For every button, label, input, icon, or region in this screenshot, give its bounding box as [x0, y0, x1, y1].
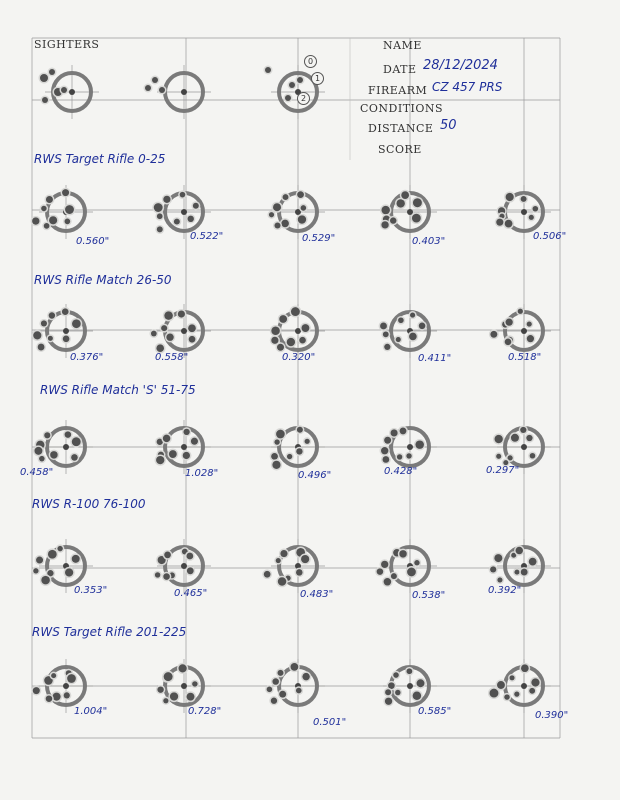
- bullet-hole: [279, 315, 287, 323]
- bullet-hole: [272, 461, 280, 469]
- bullet-hole: [401, 191, 409, 199]
- bullet-hole: [520, 427, 526, 433]
- bullet-hole: [497, 577, 502, 582]
- bullet-hole: [33, 568, 38, 573]
- bullet-hole: [397, 454, 402, 459]
- bullet-hole: [516, 547, 523, 554]
- bullet-hole: [529, 215, 534, 220]
- group-size-label: 0.428": [384, 466, 418, 477]
- bullet-hole: [164, 672, 173, 681]
- bullet-hole: [42, 97, 48, 103]
- bullet-hole: [381, 561, 388, 568]
- bullet-hole: [298, 215, 306, 223]
- bullet-hole: [415, 440, 423, 448]
- bullet-hole: [302, 673, 309, 680]
- bullet-hole: [301, 555, 309, 563]
- bullet-hole: [505, 339, 512, 346]
- bullet-hole: [274, 222, 280, 228]
- bullet-hole: [287, 454, 292, 459]
- bullet-hole: [398, 317, 404, 323]
- bullet-hole: [278, 577, 286, 585]
- bullet-hole: [188, 324, 196, 332]
- group-size-label: 0.501": [313, 717, 347, 728]
- bullet-hole: [156, 344, 164, 352]
- bullet-hole: [154, 203, 163, 212]
- sighter-mark: 0: [304, 55, 317, 68]
- bullet-hole: [384, 437, 391, 444]
- bullet-hole: [163, 435, 170, 442]
- bullet-hole: [504, 694, 509, 699]
- bullet-hole: [276, 430, 285, 439]
- bullet-hole: [180, 192, 186, 198]
- row-label: RWS Rifle Match 26-50: [34, 273, 172, 287]
- bullet-hole: [61, 87, 67, 93]
- bullet-hole: [271, 337, 278, 344]
- bullet-hole: [193, 203, 199, 209]
- bullet-hole: [183, 429, 189, 435]
- bullet-hole: [169, 450, 177, 458]
- distance-label: DISTANCE: [368, 122, 434, 135]
- group-size-label: 0.483": [300, 589, 334, 600]
- bullet-hole: [44, 432, 50, 438]
- bullet-hole: [163, 698, 168, 703]
- bullet-hole: [161, 325, 167, 331]
- group-size-label: 0.411": [418, 353, 452, 364]
- bullet-hole: [39, 456, 45, 462]
- bullet-hole: [157, 226, 163, 232]
- bullet-hole: [529, 688, 535, 694]
- bullet-hole: [391, 429, 398, 436]
- bullet-hole: [72, 319, 81, 328]
- date-label: DATE: [383, 63, 417, 76]
- bullet-hole: [490, 689, 499, 698]
- bullet-hole: [41, 576, 50, 585]
- target-bull: [521, 683, 527, 689]
- bullet-hole: [271, 698, 277, 704]
- bullet-hole: [164, 311, 173, 320]
- group-size-label: 0.496": [298, 470, 332, 481]
- bullet-hole: [46, 196, 53, 203]
- bullet-hole: [521, 664, 529, 672]
- conditions-label: CONDITIONS: [360, 102, 444, 115]
- bullet-hole: [494, 554, 502, 562]
- bullet-hole: [514, 692, 519, 697]
- group-size-label: 0.403": [412, 236, 446, 247]
- bullet-hole: [490, 331, 497, 338]
- bullet-hole: [170, 692, 178, 700]
- group-size-label: 0.392": [488, 585, 522, 596]
- bullet-hole: [505, 220, 513, 228]
- bullet-hole: [65, 568, 73, 576]
- target-bull: [69, 89, 75, 95]
- bullet-hole: [297, 427, 303, 433]
- bullet-hole: [62, 189, 69, 196]
- bullet-hole: [48, 550, 57, 559]
- bullet-hole: [65, 219, 71, 225]
- bullet-hole: [299, 337, 306, 344]
- bullet-hole: [273, 203, 281, 211]
- bullet-hole: [514, 570, 519, 575]
- bullet-hole: [381, 221, 388, 228]
- target-bull: [521, 209, 527, 215]
- target-bull: [181, 328, 187, 334]
- bullet-hole: [50, 451, 58, 459]
- bullet-hole: [46, 695, 53, 702]
- bullet-hole: [38, 344, 45, 351]
- target-bull: [181, 444, 187, 450]
- bullet-hole: [191, 438, 198, 445]
- bullet-hole: [159, 87, 165, 93]
- bullet-hole: [396, 199, 404, 207]
- bullet-hole: [395, 690, 400, 695]
- bullet-hole: [297, 77, 303, 83]
- bullet-hole: [409, 333, 417, 341]
- row-label: RWS Target Rifle 201-225: [32, 625, 187, 639]
- row-label: RWS Target Rifle 0-25: [34, 152, 166, 166]
- group-size-label: 1.004": [74, 706, 108, 717]
- bullet-hole: [391, 573, 397, 579]
- bullet-hole: [279, 691, 286, 698]
- bullet-hole: [33, 331, 41, 339]
- bullet-hole: [49, 69, 55, 75]
- bullet-hole: [527, 335, 534, 342]
- bullet-hole: [377, 568, 384, 575]
- bullet-hole: [384, 578, 392, 586]
- bullet-hole: [384, 344, 390, 350]
- bullet-hole: [187, 567, 194, 574]
- bullet-hole: [48, 336, 53, 341]
- bullet-hole: [490, 566, 496, 572]
- target-bull: [181, 209, 187, 215]
- bullet-hole: [174, 219, 180, 225]
- sighter-mark: 1: [311, 72, 324, 85]
- bullet-hole: [157, 213, 163, 219]
- bullet-hole: [63, 335, 70, 342]
- firearm-label: FIREARM: [368, 84, 428, 97]
- bullet-hole: [381, 447, 388, 454]
- bullet-hole: [412, 214, 421, 223]
- bullet-hole: [71, 454, 78, 461]
- bullet-hole: [178, 310, 185, 317]
- bullet-hole: [277, 344, 284, 351]
- bullet-hole: [407, 568, 416, 577]
- bullet-hole: [396, 337, 401, 342]
- name-label: NAME: [383, 39, 422, 52]
- bullet-hole: [53, 693, 61, 701]
- bullet-hole: [271, 453, 278, 460]
- bullet-hole: [305, 439, 310, 444]
- bullet-hole: [285, 95, 291, 101]
- bullet-hole: [264, 571, 271, 578]
- group-size-label: 0.390": [535, 710, 569, 721]
- bullet-hole: [400, 427, 407, 434]
- bullet-hole: [406, 453, 411, 458]
- bullet-hole: [269, 212, 274, 217]
- bullet-hole: [156, 456, 164, 464]
- target-bull: [63, 328, 69, 334]
- bullet-hole: [289, 82, 295, 88]
- bullet-hole: [414, 560, 419, 565]
- bullet-hole: [67, 674, 76, 683]
- bullet-hole: [494, 435, 502, 443]
- bullet-hole: [296, 569, 303, 576]
- bullet-hole: [34, 447, 42, 455]
- bullet-hole: [413, 198, 422, 207]
- sighter-mark: 2: [297, 92, 310, 105]
- bullet-hole: [151, 331, 157, 337]
- bullet-hole: [417, 679, 425, 687]
- bullet-hole: [267, 687, 273, 693]
- bullet-hole: [381, 206, 389, 214]
- bullet-hole: [49, 312, 55, 318]
- bullet-hole: [383, 456, 390, 463]
- target-bull: [407, 444, 413, 450]
- bullet-hole: [291, 307, 300, 316]
- group-size-label: 0.458": [20, 467, 54, 478]
- bullet-hole: [64, 692, 70, 698]
- bullet-hole: [155, 572, 160, 577]
- bullet-hole: [44, 223, 50, 229]
- bullet-hole: [265, 67, 271, 73]
- bullet-hole: [399, 550, 406, 557]
- bullet-hole: [518, 309, 523, 314]
- target-bull: [181, 89, 187, 95]
- bullet-hole: [271, 326, 280, 335]
- bullet-hole: [183, 452, 190, 459]
- bullet-hole: [164, 552, 171, 559]
- bullet-hole: [496, 454, 501, 459]
- bullet-hole: [287, 338, 295, 346]
- target-bull: [521, 444, 527, 450]
- bullet-hole: [72, 555, 80, 563]
- bullet-hole: [280, 550, 287, 557]
- bullet-hole: [57, 546, 62, 551]
- bullet-hole: [272, 678, 279, 685]
- bullet-hole: [274, 439, 279, 444]
- bullet-hole: [41, 320, 47, 326]
- bullet-hole: [36, 557, 43, 564]
- bullet-hole: [283, 194, 289, 200]
- bullet-hole: [72, 437, 81, 446]
- row-label: RWS Rifle Match 'S' 51-75: [40, 383, 196, 397]
- bullet-hole: [187, 693, 195, 701]
- bullet-hole: [496, 219, 503, 226]
- bullet-hole: [393, 672, 399, 678]
- distance-value: 50: [440, 118, 457, 133]
- group-size-label: 0.538": [412, 590, 446, 601]
- bullet-hole: [291, 663, 299, 671]
- group-size-label: 0.465": [174, 588, 208, 599]
- bullet-hole: [65, 431, 72, 438]
- group-size-label: 0.353": [74, 585, 108, 596]
- group-size-label: 0.728": [188, 706, 222, 717]
- bullet-hole: [281, 220, 289, 228]
- bullet-hole: [41, 206, 46, 211]
- group-size-label: 1.028": [185, 468, 219, 479]
- group-size-label: 0.320": [282, 352, 316, 363]
- bullet-hole: [506, 193, 514, 201]
- bullet-hole: [296, 688, 302, 694]
- bullet-hole: [527, 322, 532, 327]
- target-bull: [181, 563, 187, 569]
- bullet-hole: [188, 216, 194, 222]
- group-size-label: 0.558": [155, 352, 189, 363]
- date-value: 28/12/2024: [423, 58, 498, 73]
- bullet-hole: [297, 191, 304, 198]
- bullet-hole: [390, 217, 396, 223]
- bullet-hole: [192, 681, 197, 686]
- bullet-hole: [410, 313, 415, 318]
- bullet-hole: [385, 698, 392, 705]
- bullet-hole: [497, 681, 505, 689]
- bullet-hole: [419, 323, 426, 330]
- target-bull: [181, 683, 187, 689]
- bullet-hole: [301, 324, 309, 332]
- bullet-hole: [533, 206, 539, 212]
- target-bull: [407, 683, 413, 689]
- bullet-hole: [152, 77, 158, 83]
- bullet-hole: [145, 85, 151, 91]
- group-size-label: 0.560": [76, 236, 110, 247]
- group-size-label: 0.529": [302, 233, 336, 244]
- score-label: SCORE: [378, 143, 422, 156]
- bullet-hole: [526, 435, 532, 441]
- bullet-hole: [383, 331, 389, 337]
- bullet-hole: [49, 216, 57, 224]
- bullet-hole: [510, 675, 515, 680]
- bullet-hole: [521, 196, 527, 202]
- bullet-hole: [296, 448, 302, 454]
- bullet-hole: [511, 434, 519, 442]
- bullet-hole: [40, 74, 48, 82]
- target-bull: [63, 444, 69, 450]
- bullet-hole: [65, 205, 74, 214]
- bullet-hole: [413, 691, 421, 699]
- bullet-hole: [163, 196, 170, 203]
- bullet-hole: [506, 319, 513, 326]
- group-size-label: 0.376": [70, 352, 104, 363]
- bullet-hole: [530, 453, 536, 459]
- group-size-label: 0.506": [533, 231, 567, 242]
- bullet-hole: [157, 686, 163, 692]
- bullet-hole: [276, 558, 281, 563]
- bullet-hole: [529, 558, 537, 566]
- bullet-hole: [32, 217, 39, 224]
- bullet-hole: [521, 569, 528, 576]
- bullet-hole: [33, 687, 40, 694]
- firearm-value: CZ 457 PRS: [432, 80, 503, 94]
- bullet-hole: [51, 673, 56, 678]
- bullet-hole: [531, 678, 539, 686]
- group-size-label: 0.518": [508, 352, 542, 363]
- group-size-label: 0.297": [486, 465, 520, 476]
- bullet-hole: [406, 668, 412, 674]
- target-bull: [521, 328, 527, 334]
- bullet-hole: [163, 573, 170, 580]
- target-bull: [63, 683, 69, 689]
- group-size-label: 0.522": [190, 231, 224, 242]
- row-label: RWS R-100 76-100: [32, 497, 146, 511]
- bullet-hole: [385, 689, 391, 695]
- bullet-hole: [186, 553, 193, 560]
- bullet-hole: [301, 205, 307, 211]
- bullet-hole: [277, 670, 283, 676]
- bullet-hole: [380, 323, 387, 330]
- group-size-label: 0.585": [418, 706, 452, 717]
- bullet-hole: [166, 334, 173, 341]
- sighters-label: SIGHTERS: [34, 38, 100, 51]
- bullet-hole: [178, 664, 186, 672]
- bullet-hole: [62, 308, 69, 315]
- bullet-hole: [189, 336, 196, 343]
